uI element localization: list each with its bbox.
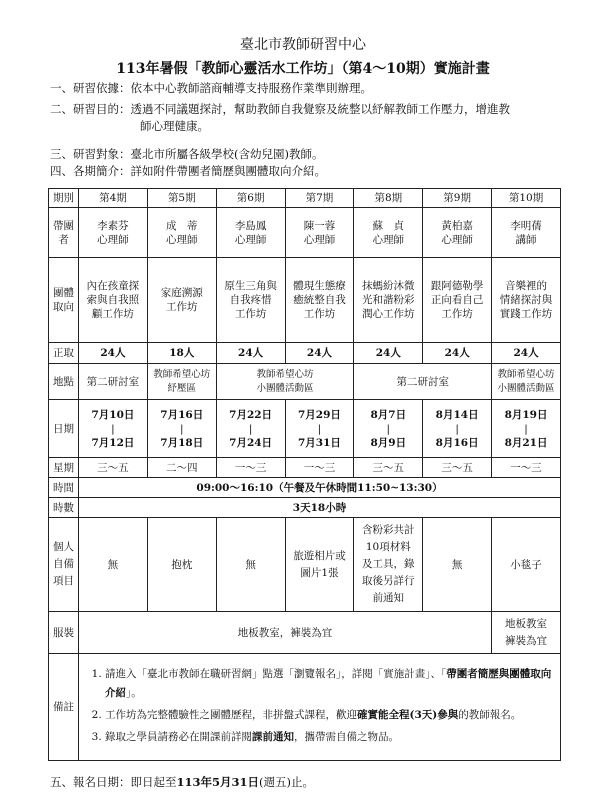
dress-row	[49, 612, 561, 654]
section-deadline	[50, 774, 314, 790]
row-label-orientation: 團體取向	[49, 258, 79, 343]
period-cell: 第8期	[354, 189, 423, 208]
item-cell: 無	[423, 518, 492, 612]
location-cell: 第二研討室	[354, 364, 492, 400]
dress-cell: 地板教室，褲裝為宜	[79, 612, 492, 654]
notes-row	[49, 654, 561, 761]
weekday-cell: 三～五	[423, 458, 492, 478]
target-text: 臺北市所屬各級學校(含幼兒園)教師。	[130, 147, 324, 161]
weekday-cell: 一～三	[216, 458, 285, 478]
quota-cell: 24人	[285, 343, 354, 364]
item-cell: 含粉彩共計 10項材料 及工具，錄 取後另詳行 前通知	[354, 518, 423, 612]
quota-cell: 24人	[216, 343, 285, 364]
basis-text: 依本中心教師諮商輔導支持服務作業準則辦理。	[130, 81, 372, 95]
date-row	[49, 400, 561, 458]
weekday-cell: 一～三	[285, 458, 354, 478]
schedule-table	[48, 188, 561, 761]
item-cell: 旅遊相片或 圖片1張	[285, 518, 354, 612]
location-cell: 第二研討室	[79, 364, 148, 400]
leader-cell: 蘇 貞 心理師	[354, 208, 423, 258]
topic-cell: 音樂裡的 情緒探討與 實踐工作坊	[492, 258, 561, 343]
date-cell: 8月19日 | 8月21日	[492, 400, 561, 458]
row-label-period: 期別	[49, 189, 79, 208]
row-label-leader: 帶團者	[49, 208, 79, 258]
topic-row	[49, 258, 561, 343]
deadline-label: 五、報名日期：	[50, 775, 131, 789]
weekday-cell: 三～五	[354, 458, 423, 478]
quota-cell: 24人	[492, 343, 561, 364]
hours-cell: 3天18小時	[79, 498, 561, 518]
topic-cell: 跟阿德勒學 正向看自己 工作坊	[423, 258, 492, 343]
plan-title: 113年暑假「教師心靈活水工作坊」（第4～10期）實施計畫	[116, 61, 490, 77]
item-cell: 無	[216, 518, 285, 612]
weekday-cell: 一～三	[492, 458, 561, 478]
weekday-cell: 三～五	[79, 458, 148, 478]
note-item: 1. 請進入「臺北市教師在職研習網」點選「瀏覽報名」，詳閱「實施計畫」、「帶團者簡歷與團體取向介紹」。	[105, 665, 554, 703]
period-cell: 第4期	[79, 189, 148, 208]
row-label-date: 日期	[49, 400, 79, 458]
note-item: 3. 錄取之學員請務必在開課前詳閱課前通知，攜帶需自備之物品。	[105, 728, 554, 747]
section-intro	[50, 163, 326, 180]
target-label: 三、研習對象：	[50, 147, 131, 161]
deadline-date: 113年5月31日	[176, 775, 260, 789]
item-cell: 無	[79, 518, 148, 612]
leader-cell: 李島鳳 心理師	[216, 208, 285, 258]
date-cell: 7月16日 | 7月18日	[147, 400, 216, 458]
quota-cell: 18人	[147, 343, 216, 364]
quota-cell: 24人	[79, 343, 148, 364]
deadline-suffix: (週五)止。	[259, 775, 314, 789]
row-label-notes: 備註	[49, 654, 79, 761]
notes-list	[85, 665, 554, 747]
intro-text: 詳如附件帶團者簡歷與團體取向介紹。	[130, 164, 326, 178]
date-cell: 7月10日 | 7月12日	[79, 400, 148, 458]
period-cell: 第7期	[285, 189, 354, 208]
leader-cell: 黃柏嘉 心理師	[423, 208, 492, 258]
item-cell: 小毯子	[492, 518, 561, 612]
location-cell: 教師希望心坊 小團體活動區	[216, 364, 354, 400]
period-cell: 第10期	[492, 189, 561, 208]
row-label-weekday: 星期	[49, 458, 79, 478]
date-cell: 7月22日 | 7月24日	[216, 400, 285, 458]
period-row	[49, 189, 561, 208]
row-label-hours: 時數	[49, 498, 79, 518]
topic-cell: 家庭溯源 工作坊	[147, 258, 216, 343]
date-cell: 8月14日 | 8月16日	[423, 400, 492, 458]
period-cell: 第9期	[423, 189, 492, 208]
quota-cell: 24人	[354, 343, 423, 364]
leader-cell: 李明蒨 講師	[492, 208, 561, 258]
quota-cell: 24人	[423, 343, 492, 364]
weekday-cell: 二～四	[147, 458, 216, 478]
row-label-quota: 正取	[49, 343, 79, 364]
location-cell: 教師希望心坊 小團體活動區	[492, 364, 561, 400]
time-cell: 09:00～16:10（午餐及午休時間11:50~13:30）	[79, 478, 561, 498]
quota-row	[49, 343, 561, 364]
item-cell: 抱枕	[147, 518, 216, 612]
topic-cell: 體現生態療 癒統整自我 工作坊	[285, 258, 354, 343]
row-label-time: 時間	[49, 478, 79, 498]
purpose-label: 二、研習目的：	[50, 102, 131, 116]
period-cell: 第6期	[216, 189, 285, 208]
items-row	[49, 518, 561, 612]
hours-row	[49, 498, 561, 518]
leader-cell: 李素芬 心理師	[79, 208, 148, 258]
row-label-location: 地點	[49, 364, 79, 400]
purpose-line2: 師心理健康。	[140, 119, 209, 133]
topic-cell: 抹螞紛沐微 光和諧粉彩 潤心工作坊	[354, 258, 423, 343]
deadline-prefix: 即日起至	[130, 775, 177, 789]
period-cell: 第5期	[147, 189, 216, 208]
date-cell: 7月29日 | 7月31日	[285, 400, 354, 458]
topic-cell: 原生三角與 自我疼惜 工作坊	[216, 258, 285, 343]
leader-row	[49, 208, 561, 258]
basis-label: 一、研習依據：	[50, 81, 131, 95]
note-item: 2. 工作坊為完整體驗性之團體歷程，非拼盤式課程，歡迎確實能全程(3天)參與的教師報名。	[105, 706, 554, 725]
section-purpose	[50, 101, 510, 135]
org-title: 臺北市教師研習中心	[240, 37, 366, 53]
leader-cell: 成 蒂 心理師	[147, 208, 216, 258]
dress-cell: 地板教室 褲裝為宜	[492, 612, 561, 654]
notes-cell	[79, 654, 561, 761]
row-label-items: 個人自備項目	[49, 518, 79, 612]
leader-cell: 陳一蓉 心理師	[285, 208, 354, 258]
row-label-dress: 服裝	[49, 612, 79, 654]
time-row	[49, 478, 561, 498]
section-basis	[50, 80, 372, 97]
intro-label: 四、各期簡介：	[50, 164, 131, 178]
topic-cell: 內在孩童探 索與自我照 顧工作坊	[79, 258, 148, 343]
purpose-line1: 透過不同議題探討，幫助教師自我覺察及統整以紓解教師工作壓力，增進教	[130, 102, 510, 116]
date-cell: 8月7日 | 8月9日	[354, 400, 423, 458]
weekday-row	[49, 458, 561, 478]
location-cell: 教師希望心坊 紓壓區	[147, 364, 216, 400]
section-target	[50, 146, 323, 163]
location-row	[49, 364, 561, 400]
